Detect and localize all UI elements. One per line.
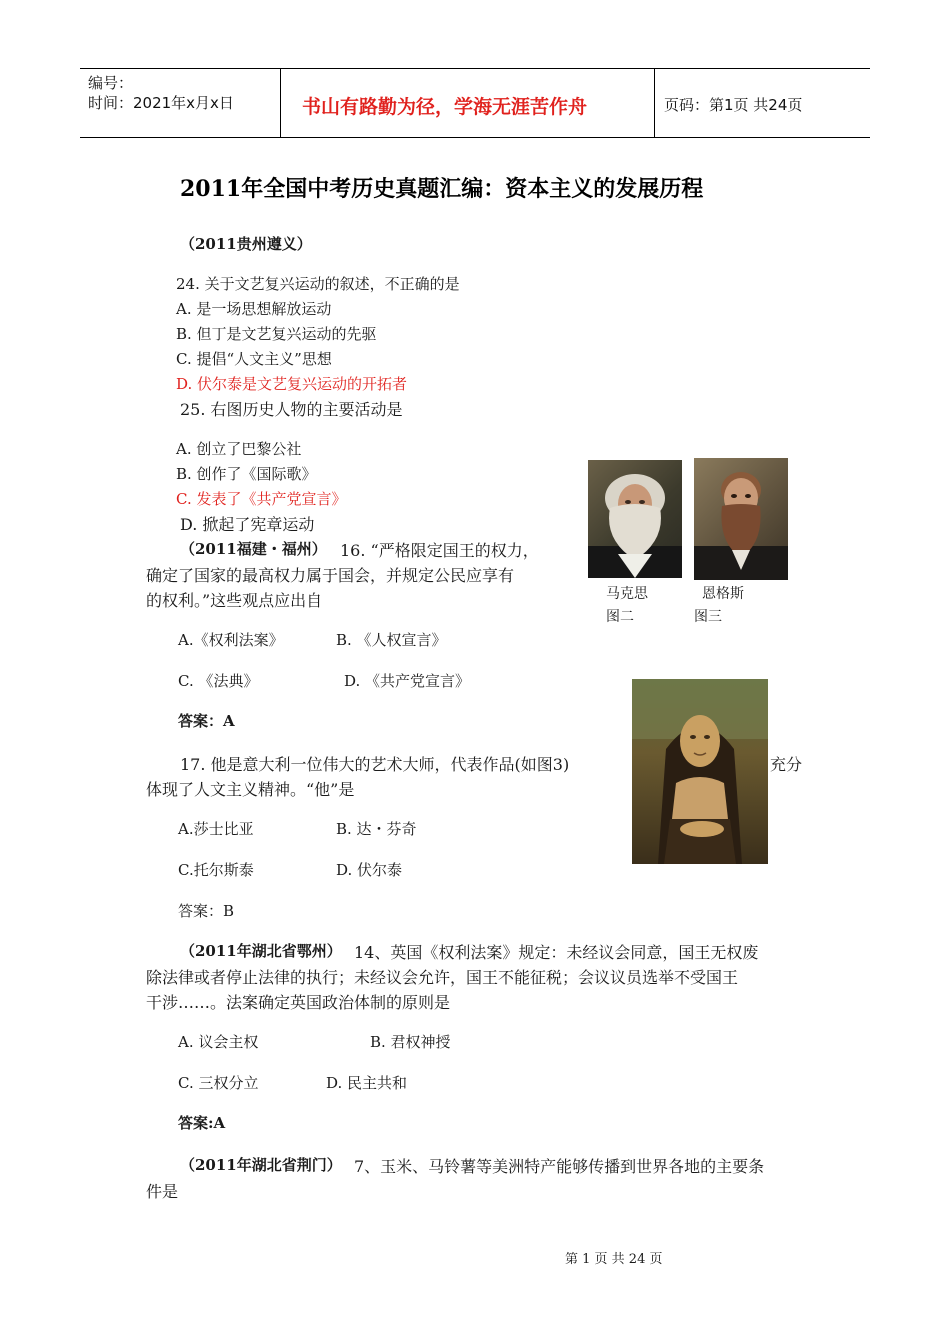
engels-portrait <box>694 458 788 580</box>
option-a: A. 是一场思想解放运动 <box>176 300 332 318</box>
option-d: D. 民主共和 <box>326 1074 408 1092</box>
option-a: A. 创立了巴黎公社 <box>176 440 302 458</box>
doc-time-label: 时间：2021年x月x日 <box>88 94 234 112</box>
header-divider <box>280 69 281 137</box>
question-14-line: 干涉……。法案确定英国政治体制的原则是 <box>146 993 451 1012</box>
question-17-tail: 充分 <box>770 755 803 774</box>
source-label: （2011福建・福州） <box>180 540 327 558</box>
page-title: 2011年全国中考历史真题汇编：资本主义的发展历程 <box>180 176 704 202</box>
option-a: A.莎士比亚 <box>178 820 254 838</box>
option-c-answer: C. 发表了《共产党宣言》 <box>176 490 347 508</box>
engels-portrait-image <box>694 458 788 580</box>
marx-portrait <box>588 460 682 578</box>
question-16-line: 的权利。”这些观点应出自 <box>146 591 323 610</box>
marx-caption: 马克思 <box>606 586 648 602</box>
figure-2-label: 图二 <box>606 609 634 625</box>
question-14-line: 除法律或者停止法律的执行；未经议会允许，国王不能征税；会议议员选举不受国王 <box>146 968 739 987</box>
header-motto: 书山有路勤为径，学海无涯苦作舟 <box>302 96 588 118</box>
option-b: B. 达・芬奇 <box>336 820 417 838</box>
option-c: C.托尔斯泰 <box>178 861 254 879</box>
question-16: 16. “严格限定国王的权力， <box>340 541 539 560</box>
option-d-answer: D. 伏尔泰是文艺复兴运动的开拓者 <box>176 375 408 393</box>
source-label: （2011贵州遵义） <box>180 235 312 253</box>
question-17: 17. 他是意大利一位伟大的艺术大师，代表作品(如图3) <box>180 755 570 774</box>
option-b: B. 《人权宣言》 <box>336 631 447 649</box>
figure-3-label: 图三 <box>694 609 722 625</box>
question-14: 14、英国《权利法案》规定：未经议会同意，国王无权废 <box>354 943 759 962</box>
question-24: 24. 关于文艺复兴运动的叙述，不正确的是 <box>176 275 460 293</box>
header-divider <box>654 69 655 137</box>
option-c: C. 三权分立 <box>178 1074 259 1092</box>
doc-number-label: 编号： <box>88 74 134 92</box>
source-label: （2011年湖北省荆门） <box>180 1156 342 1174</box>
option-d: D. 《共产党宣言》 <box>344 672 471 690</box>
engels-caption: 恩格斯 <box>702 586 744 602</box>
page-footer: 第 1 页 共 24 页 <box>565 1252 663 1267</box>
option-a: A. 议会主权 <box>178 1033 259 1051</box>
option-b: B. 创作了《国际歌》 <box>176 465 317 483</box>
answer-label: 答案：B <box>178 902 235 920</box>
mona-lisa-painting <box>632 679 768 864</box>
source-label: （2011年湖北省鄂州） <box>180 942 342 960</box>
option-c: C. 提倡“人文主义”思想 <box>176 350 332 368</box>
option-b: B. 君权神授 <box>370 1033 451 1051</box>
answer-label: 答案：A <box>178 712 235 730</box>
marx-portrait-image <box>588 460 682 578</box>
question-7-line: 件是 <box>146 1182 179 1201</box>
answer-label: 答案:A <box>178 1114 226 1132</box>
question-16-line: 确定了国家的最高权力属于国会，并规定公民应享有 <box>146 566 515 585</box>
mona-lisa-image <box>632 679 768 864</box>
option-a: A.《权利法案》 <box>178 631 284 649</box>
option-d: D. 掀起了宪章运动 <box>180 515 315 534</box>
option-b: B. 但丁是文艺复兴运动的先驱 <box>176 325 377 343</box>
question-25: 25. 右图历史人物的主要活动是 <box>180 400 403 419</box>
option-c: C. 《法典》 <box>178 672 259 690</box>
option-d: D. 伏尔泰 <box>336 861 403 879</box>
question-17-line: 体现了人文主义精神。“他”是 <box>146 780 355 799</box>
question-7: 7、玉米、马铃薯等美洲特产能够传播到世界各地的主要条 <box>354 1157 765 1176</box>
header-table <box>80 68 870 138</box>
page-info: 页码：第1页 共24页 <box>664 96 803 114</box>
